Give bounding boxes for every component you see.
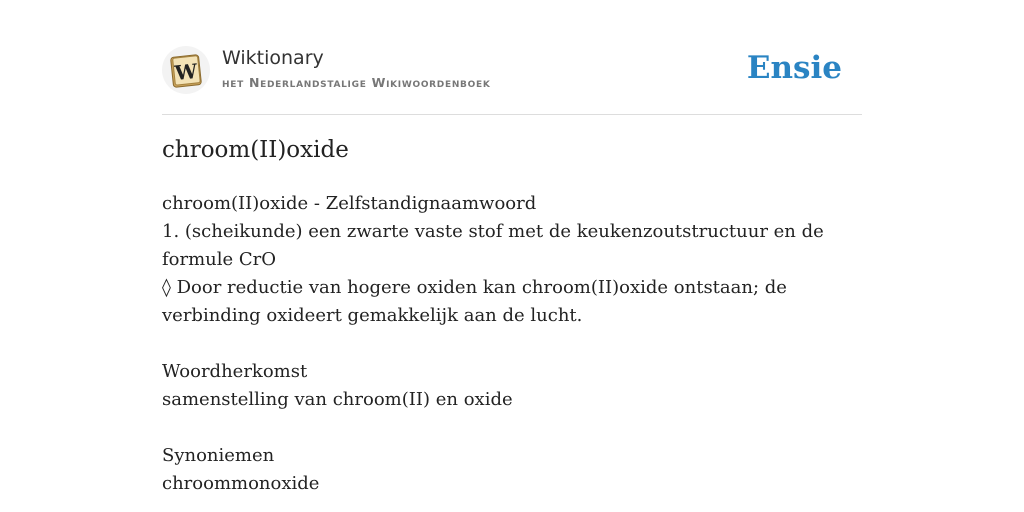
synonyms-text: chroommonoxide [162, 473, 320, 494]
ensie-link[interactable]: Ensie [746, 50, 842, 86]
entry-content [162, 190, 862, 498]
wiktionary-logo[interactable] [162, 46, 210, 94]
site-tagline: het Nederlandstalige Wikiwoordenboek [222, 75, 491, 90]
wiktionary-logo-icon [162, 46, 210, 94]
logo-letter: W [173, 58, 199, 86]
site-name[interactable]: Wiktionary [222, 47, 324, 69]
entry-example: ◊ Door reductie van hogere oxiden kan chroom(II)oxide ontstaan; de verbinding oxideert gemakkelijk aan de lucht. [162, 277, 787, 326]
site-header [162, 0, 862, 115]
entry-definition: 1. (scheikunde) een zwarte vaste stof met de keukenzoutstructuur en de formule CrO [162, 221, 824, 270]
spacer [162, 330, 862, 358]
spacer [162, 414, 862, 442]
page-title: chroom(II)oxide [162, 137, 349, 163]
entry-heading-line: chroom(II)oxide - Zelfstandignaamwoord [162, 193, 537, 214]
page [162, 0, 862, 494]
synonyms-heading: Synoniemen [162, 445, 275, 466]
etymology-text: samenstelling van chroom(II) en oxide [162, 389, 513, 410]
etymology-heading: Woordherkomst [162, 361, 308, 382]
